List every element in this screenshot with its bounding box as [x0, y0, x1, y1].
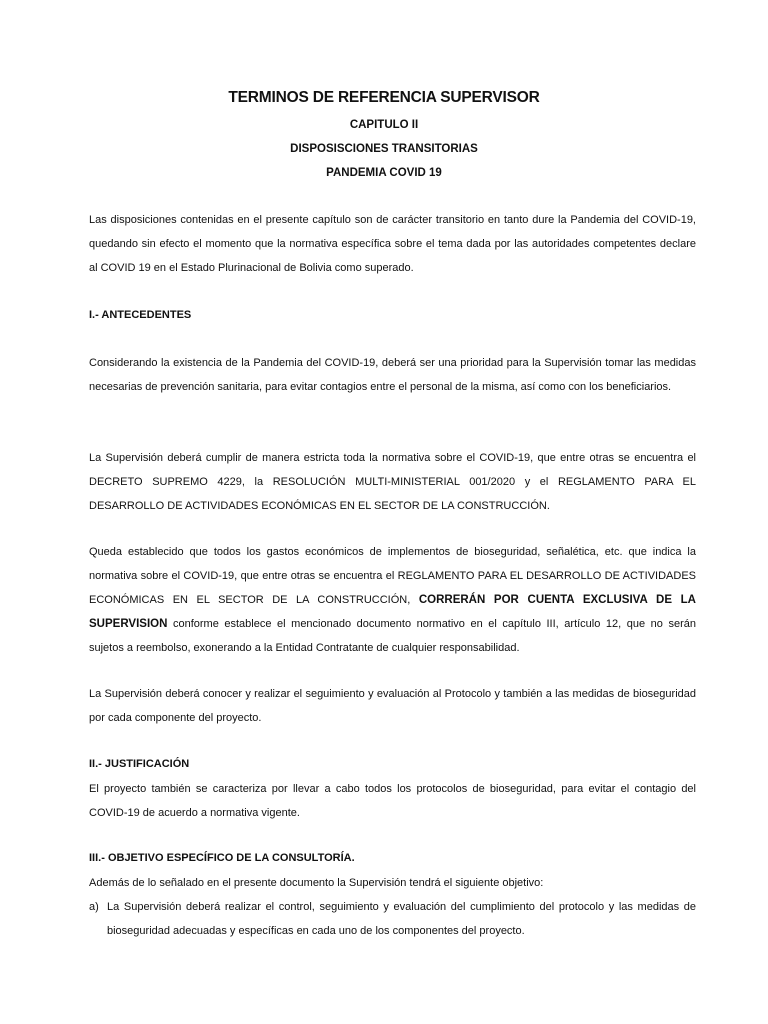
antecedentes-paragraph-3 — [89, 540, 696, 660]
section-title: DISPOSISCIONES TRANSITORIAS — [290, 143, 478, 155]
justificacion-heading: II.- JUSTIFICACIÓN — [89, 758, 190, 770]
antecedentes-paragraph-4: La Supervisión deberá conocer y realizar el seguimiento y evaluación al Protocolo y también a las medidas de bioseguridad por cada componente del proyecto. — [89, 688, 696, 724]
list-item-text: La Supervisión deberá realizar el control, seguimiento y evaluación del cumplimiento del protocolo y las medidas de bioseguridad adecuadas y específicas en cada uno de los componentes del proyecto. — [107, 901, 696, 937]
antecedentes-paragraph-1: Considerando la existencia de la Pandemia del COVID-19, deberá ser una prioridad para la Supervisión tomar las medidas necesarias de prevención sanitaria, para evitar contagios entre el personal de la misma, así como con los beneficiarios. — [89, 357, 696, 393]
justificacion-paragraph: El proyecto también se caracteriza por llevar a cabo todos los protocolos de bioseguridad, para evitar el contagio del COVID-19 de acuerdo a normativa vigente. — [89, 783, 696, 819]
chapter-title: CAPITULO II — [349, 119, 419, 131]
paragraph-3-bold-text: CORRERÁN POR CUENTA EXCLUSIVA DE LA SUPERVISION — [89, 594, 696, 630]
list-item-marker: a) — [89, 901, 99, 913]
objetivo-heading: III.- OBJETIVO ESPECÍFICO DE LA CONSULTORÍA. — [89, 852, 355, 864]
document-title: TERMINOS DE REFERENCIA SUPERVISOR — [228, 89, 540, 106]
paragraph-3-text-end: conforme establece el mencionado documento normativo en el capítulo III, artículo 12, que no serán sujetos a reembolso, exonerando a la Entidad Contratante de cualquier responsabilidad. — [89, 618, 696, 654]
paragraph-3-text-start: Queda establecido que todos los gastos económicos de implementos de bioseguridad, señalética, etc. que indica la normativa sobre el COVID-19, que entre otras se encuentra el REGLAMENTO PARA EL DESARROLLO DE ACTIVIDADES ECONÓMICAS EN EL SECTOR DE LA CONSTRUCCIÓN, — [89, 546, 696, 606]
intro-paragraph: Las disposiciones contenidas en el presente capítulo son de carácter transitorio en tanto dure la Pandemia del COVID-19, quedando sin efecto el momento que la normativa específica sobre el tema dada por las autoridades competentes declare al COVID 19 en el Estado Plurinacional de Bolivia como superado. — [89, 214, 696, 274]
topic-title: PANDEMIA COVID 19 — [326, 167, 442, 179]
objetivo-paragraph: Además de lo señalado en el presente documento la Supervisión tendrá el siguiente objetivo: — [89, 877, 544, 889]
antecedentes-paragraph-2: La Supervisión deberá cumplir de manera estricta toda la normativa sobre el COVID-19, que entre otras se encuentra el DECRETO SUPREMO 4229, la RESOLUCIÓN MULTI-MINISTERIAL 001/2020 y el REGLAMENTO PARA EL DESARROLLO DE ACTIVIDADES ECONÓMICAS EN EL SECTOR DE LA CONSTRUCCIÓN. — [89, 452, 696, 512]
antecedentes-heading: I.- ANTECEDENTES — [89, 309, 192, 321]
